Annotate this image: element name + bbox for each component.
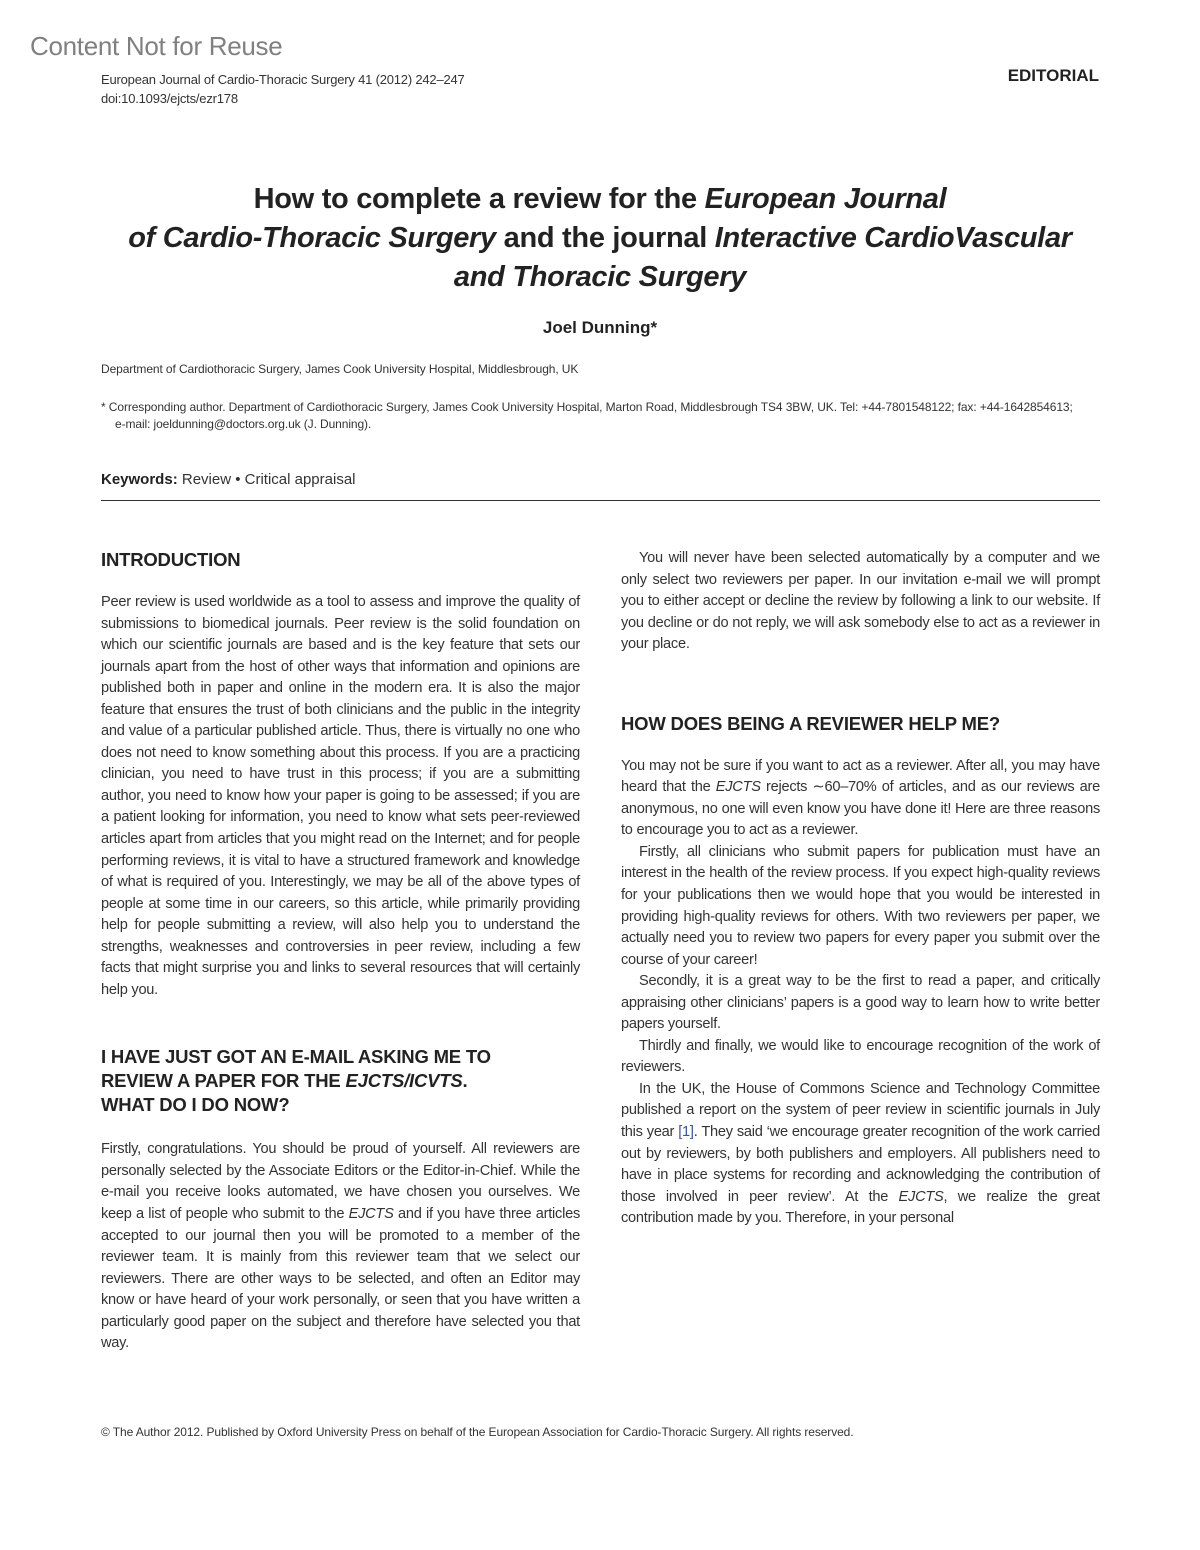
journal-reference <box>101 70 465 108</box>
text-segment: Secondly, it is a great way to be the first to read a paper, and critically appraising other clinicians’ papers is a good way to learn how to write better papers yourself. <box>621 973 1100 1033</box>
text-segment: rejects ∼60–70% of articles, and as our reviews are anonymous, no one will even know you have done it! Here are three reasons to encourage you to act as a reviewer. <box>621 779 1100 839</box>
text-segment: HOW DOES BEING A REVIEWER HELP ME? <box>621 712 1000 734</box>
text-segment: . WHAT DO I DO NOW? <box>101 1070 468 1116</box>
text-segment: and the journal <box>495 222 715 254</box>
text-segment: , we realize the great contribution made by you. Therefore, in your personal <box>621 1188 1100 1227</box>
copyright-footer: © The Author 2012. Published by Oxford University Press on behalf of the European Association for Cardio-Thoracic Surgery. All rights reserved. <box>101 1425 854 1439</box>
text-segment: In the UK, the House of Commons Science and Technology Committee published a report on the system of peer review in scientific journals in July this year <box>621 1080 1100 1141</box>
doi: doi:10.1093/ejcts/ezr178 <box>101 91 238 106</box>
text-segment: EJCTS <box>898 1188 944 1205</box>
keywords-label: Keywords: <box>101 471 178 488</box>
text-segment: Thirdly and finally, we would like to encourage recognition of the work of reviewers. <box>621 1037 1100 1076</box>
paragraph <box>621 1079 1100 1230</box>
text-segment: You may not be sure if you want to act as a reviewer. After all, you may have heard that the <box>621 757 1100 796</box>
keywords <box>101 471 356 488</box>
right-column <box>621 548 1100 1230</box>
left-column <box>101 548 580 1355</box>
text-segment: You will never have been selected automatically by a computer and we only select two reviewers per paper. In our invitation e-mail we will prompt you to either accept or decline the review by following a link to our website. If you decline or do not reply, we will ask somebody else to act as a reviewer in your place. <box>621 550 1100 653</box>
heading-introduction <box>101 548 580 572</box>
text-segment: How to complete a review for the <box>253 183 705 215</box>
divider <box>101 500 1100 501</box>
reference-link[interactable]: [1] <box>678 1124 694 1141</box>
paragraph <box>621 548 1100 656</box>
title-line <box>60 219 1140 258</box>
article-title <box>60 180 1140 297</box>
watermark: Content Not for Reuse <box>30 31 283 61</box>
journal-citation: European Journal of Cardio-Thoracic Surgery 41 (2012) 242–247 <box>101 72 465 87</box>
text-segment: Firstly, all clinicians who submit papers for publication must have an interest in the health of the review process. If you expect high-quality reviews for your publications then we would hope that you would be interested in providing high-quality reviews for others. With two reviewers per paper, we actually need you to review two papers for every paper you submit over the course of your career! <box>621 843 1100 968</box>
author: Joel Dunning* <box>542 318 658 337</box>
text-segment: EJCTS <box>715 779 761 796</box>
title-line <box>60 258 1140 297</box>
text-segment: and if you have three articles accepted to our journal then you will be promoted to a member of the reviewer team. It is mainly from this reviewer team that we select our reviewers. There are other ways to be selected, and often an Editor may know or have heard of your work personally, or seen that you have written a particularly good paper on the subject and therefore have selected you that way. <box>101 1206 580 1352</box>
paragraph <box>621 971 1100 1036</box>
paragraph <box>101 592 580 1001</box>
text-segment: . They said ‘we encourage greater recognition of the work carried out by reviewers, by both publishers and employers. All publishers need to have in place systems for recording and acknowledging the contribution of those involved in peer review’. At the <box>621 1124 1100 1205</box>
article-type: EDITORIAL <box>1007 66 1099 85</box>
paragraph <box>621 842 1100 971</box>
text-segment: Peer review is used worldwide as a tool to assess and improve the quality of submissions to biomedical journals. Peer review is the solid foundation on which our scientific journals are based and is the key feature that sets our journals apart from the host of other ways that information and opinions are published both in paper and online in the modern era. It is also the major feature that ensures the trust of both clinicians and the public in the integrity and value of a particular published article. Thus, there is virtually no one who does not need to know something about this process. If you are a practicing clinician, you need to have trust in this process; if you are a submitting author, you need to know how your paper is going to be assessed; if you are a patient looking for information, you need to know what sets peer-reviewed articles apart from articles that you might read on the Internet; and for people performing reviews, it is vital to have a structured framework and knowledge of what is required of you. Interestingly, we may be all of the above types of people at some time in our careers, so this article, while primarily providing help for people submitting a review, will also help you to understand the strengths, weaknesses and controversies in peer review, including a few facts that might surprise you and links to several resources that will certainly help you. <box>101 594 580 998</box>
heading-reviewer-help <box>621 712 1100 736</box>
paragraph <box>621 1036 1100 1079</box>
text-segment: and Thoracic Surgery <box>453 261 747 293</box>
corresponding-author: * Corresponding author. Department of Cardiothoracic Surgery, James Cook University Hospital, Marton Road, Middlesbrough TS4 3BW, UK. Tel: +44-7801548122; fax: +44-1642854613; e-mail: joeldunning@doctors.org.uk (J. Dunning). <box>101 400 1073 431</box>
title-line <box>60 180 1140 219</box>
paragraph <box>621 756 1100 842</box>
text-segment: EJCTS/ICVTS <box>345 1070 463 1092</box>
heading-email <box>101 1045 521 1117</box>
text-segment: Interactive CardioVascular <box>714 222 1072 254</box>
text-segment: European Journal <box>704 183 947 215</box>
text-segment: I HAVE JUST GOT AN E-MAIL ASKING ME TO REVIEW A PAPER FOR THE <box>101 1046 491 1092</box>
paragraph <box>101 1139 580 1354</box>
text-segment: Firstly, congratulations. You should be proud of yourself. All reviewers are personally selected by the Associate Editors or the Editor-in-Chief. While the e-mail you receive looks automated, we have chosen you ourselves. We keep a list of people who submit to the <box>101 1141 580 1223</box>
text-segment: INTRODUCTION <box>101 549 241 570</box>
affiliation: Department of Cardiothoracic Surgery, James Cook University Hospital, Middlesbrough, UK <box>101 362 579 376</box>
text-segment: EJCTS <box>348 1206 394 1223</box>
keywords-list: Review • Critical appraisal <box>177 471 356 488</box>
text-segment: of Cardio-Thoracic Surgery <box>128 222 496 254</box>
